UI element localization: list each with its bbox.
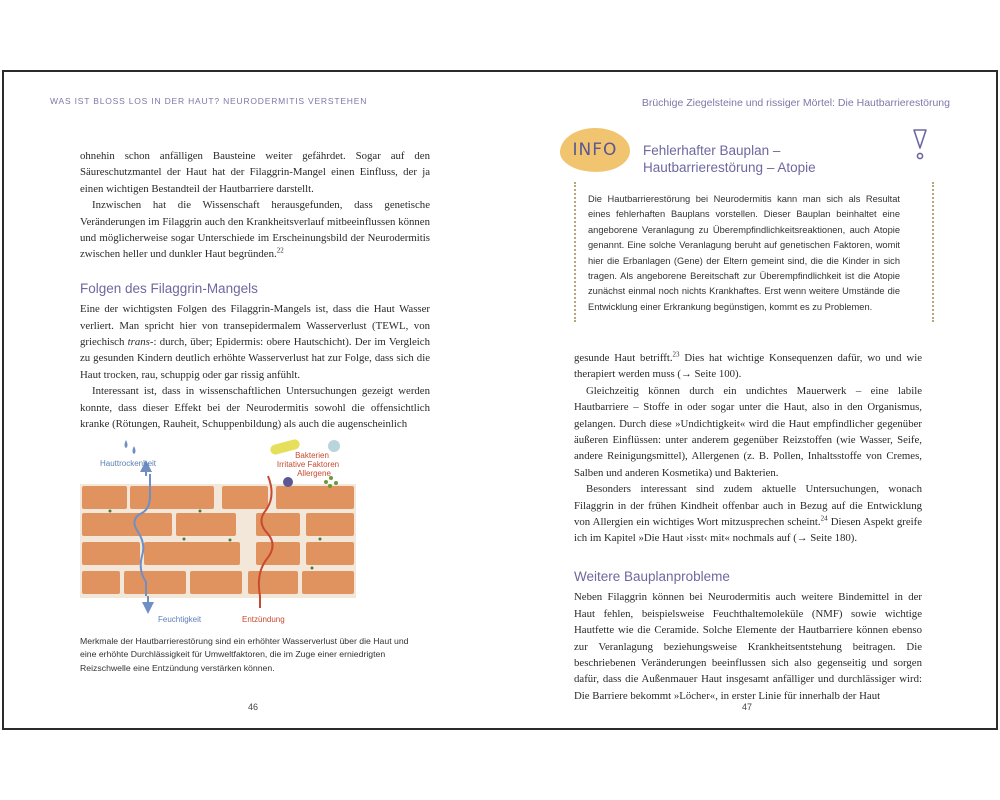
irritant-icon — [283, 477, 293, 487]
label-moisture: Feuchtigkeit — [158, 615, 202, 624]
section-heading: Weitere Bauplanprobleme — [574, 568, 730, 584]
footnote-ref[interactable]: 24 — [820, 514, 828, 523]
paragraph: Gleichzeitig können durch ein undichtes Mauerwerk – eine labile Hautbarriere – Stoffe in oder sogar unter die Haut, also in den Organismus, gelangen. Durch diese »Undichtigkeit« wird die Haut empfindlicher gegenüber äußeren Einflüssen: unter anderem gegenüber Reizstoffen (wie Wasser, Seife, andere Reinigungsmittel), Allergenen (z. B. Pollen, Inhaltsstoffe von Cremes, Salben und anderen Kosmetika) und Bakterien. — [574, 384, 922, 479]
running-head-left: WAS IST BLOSS LOS IN DER HAUT? NEURODERMITIS VERSTEHEN — [50, 96, 368, 106]
water-droplet-icon — [133, 446, 136, 454]
skin-barrier-illustration — [80, 436, 358, 626]
label-allergens: Allergene — [297, 469, 331, 478]
label-bacteria: Bakterien — [295, 451, 329, 460]
info-title: Fehlerhafter Bauplan – Hautbarrierestörung – Atopie — [643, 143, 816, 175]
label-inflammation: Entzündung — [242, 615, 285, 624]
paragraph: gesunde Haut betrifft.$^{23}$ Dies hat wichtige Konsequenzen dafür, wo und wie therapiert werden muss (→ Seite 100). — [574, 350, 922, 381]
paragraph: Eine der wichtigsten Folgen des Filaggrin-Mangels ist, dass die Haut Wasser verliert. Man spricht hier von transepidermalem Wasserverlust (TEWL, von griechisch trans-: durch, über; Epidermis: obere Hautschicht). Der im Vergleich zu gesunden Kindern deutlich erhöhte Wasserverlust hat zur Folge, dass sich die Haut trocken, rau, schuppig oder gar rissig anfühlt. — [80, 303, 430, 381]
label-irritants: Irritative Faktoren — [276, 460, 340, 469]
exclamation-alert-icon — [912, 128, 928, 162]
section-heading: Folgen des Filaggrin-Mangels — [80, 280, 258, 296]
page-number-left: 46 — [248, 702, 259, 712]
footnote-ref[interactable]: 22 — [276, 246, 284, 255]
page-number-right: 47 — [742, 702, 753, 712]
footnote-ref[interactable]: 23 — [672, 350, 680, 359]
paragraph: Inzwischen hat die Wissenschaft herausgefunden, dass genetische Veränderungen im Filaggrin auch den Krankheitsverlauf mitbeeinflussen können und möglicherweise sogar Unterschiede im Erscheinungsbild der Neurodermitis zwischen heller und dunkler Haut begründen.$^{22}$ — [80, 199, 430, 261]
info-badge: INFO — [560, 128, 630, 172]
paragraph: ohnehin schon anfälligen Bausteine weiter gefährdet. Sogar auf den Säureschutzmantel der Haut hat der Filaggrin-Mangel einen Einfluss, der ja einen wichtigen Bestandteil der Hautbarriere darstellt. — [80, 150, 430, 195]
running-head-right: Brüchige Ziegelsteine und rissiger Mörtel: Die Hautbarrierestörung — [641, 97, 950, 109]
info-box-text: Die Hautbarrierestörung bei Neurodermitis kann man sich als Resultat eines fehlerhaften Bauplans vorstellen. Dieser Bauplan beinhaltet eine angeborene Veranlagung zu Überempfindlichkeitsreaktionen, auch Atopie genannt. Eine solche Veranlagung beruht auf genetischen Faktoren, womit hier die Erbanlagen (Gene) der Eltern gemeint sind, die die Kinder in sich tragen. Als angeborene Bereitschaft zur Überempfindlichkeit ist die Atopie zunächst einmal noch nichts Krankhaftes. Erst wenn weitere Umstände die Entwicklung einer Erkrankung begünstigen, kommt es zu Problemen. — [588, 194, 900, 312]
label-dryness: Hauttrockenheit — [100, 459, 157, 468]
paragraph: Neben Filaggrin können bei Neurodermitis auch weitere Bindemittel in der Haut fehlen, beispielsweise Feuchthaltemoleküle (NMF) sowie wichtige Hautfette wie die Ceramide. Solche Elemente der Hautbarriere können ebenso zur Veranlagung beziehungsweise Krankheitsentstehung beitragen. Die beschriebenen Veränderungen beeinflussen sich also gegenseitig und sorgen dafür, dass die Außenmauer Haut insgesamt anfälliger und durchlässiger wird: Die Barriere bekommt »Löcher«, in erster Linie für innerhalb der Haut — [574, 591, 922, 702]
left-page-text — [80, 148, 430, 433]
paragraph: Besonders interessant sind zudem aktuelle Untersuchungen, wonach Filaggrin in der frühen Kindheit offenbar auch in Bezug auf die Entwicklung von Allergien ein wichtiges Wort mitzusprechen scheint.$^{24}$ Diesen Aspekt greife ich im Kapitel »Die Haut ›isst‹ mit« nochmals auf (→ Seite 180). — [574, 483, 922, 545]
allergen-icon — [328, 440, 340, 452]
right-page-text — [574, 350, 922, 704]
water-droplet-icon — [125, 440, 128, 448]
paragraph: Interessant ist, dass in wissenschaftlichen Untersuchungen gezeigt werden konnte, dass dieser Effekt bei der Neurodermitis sowohl die offensichtlich kranke (Rötungen, Rauheit, Schuppenbildung) als auch die augenscheinlich — [80, 385, 430, 431]
figure-caption: Merkmale der Hautbarrierestörung sind ein erhöhter Wasserverlust über die Haut und eine erhöhte Durchlässigkeit für Umweltfaktoren, die im Zuge einer erniedrigten Reizschwelle eine Entzündung verstärken können. — [80, 636, 409, 673]
